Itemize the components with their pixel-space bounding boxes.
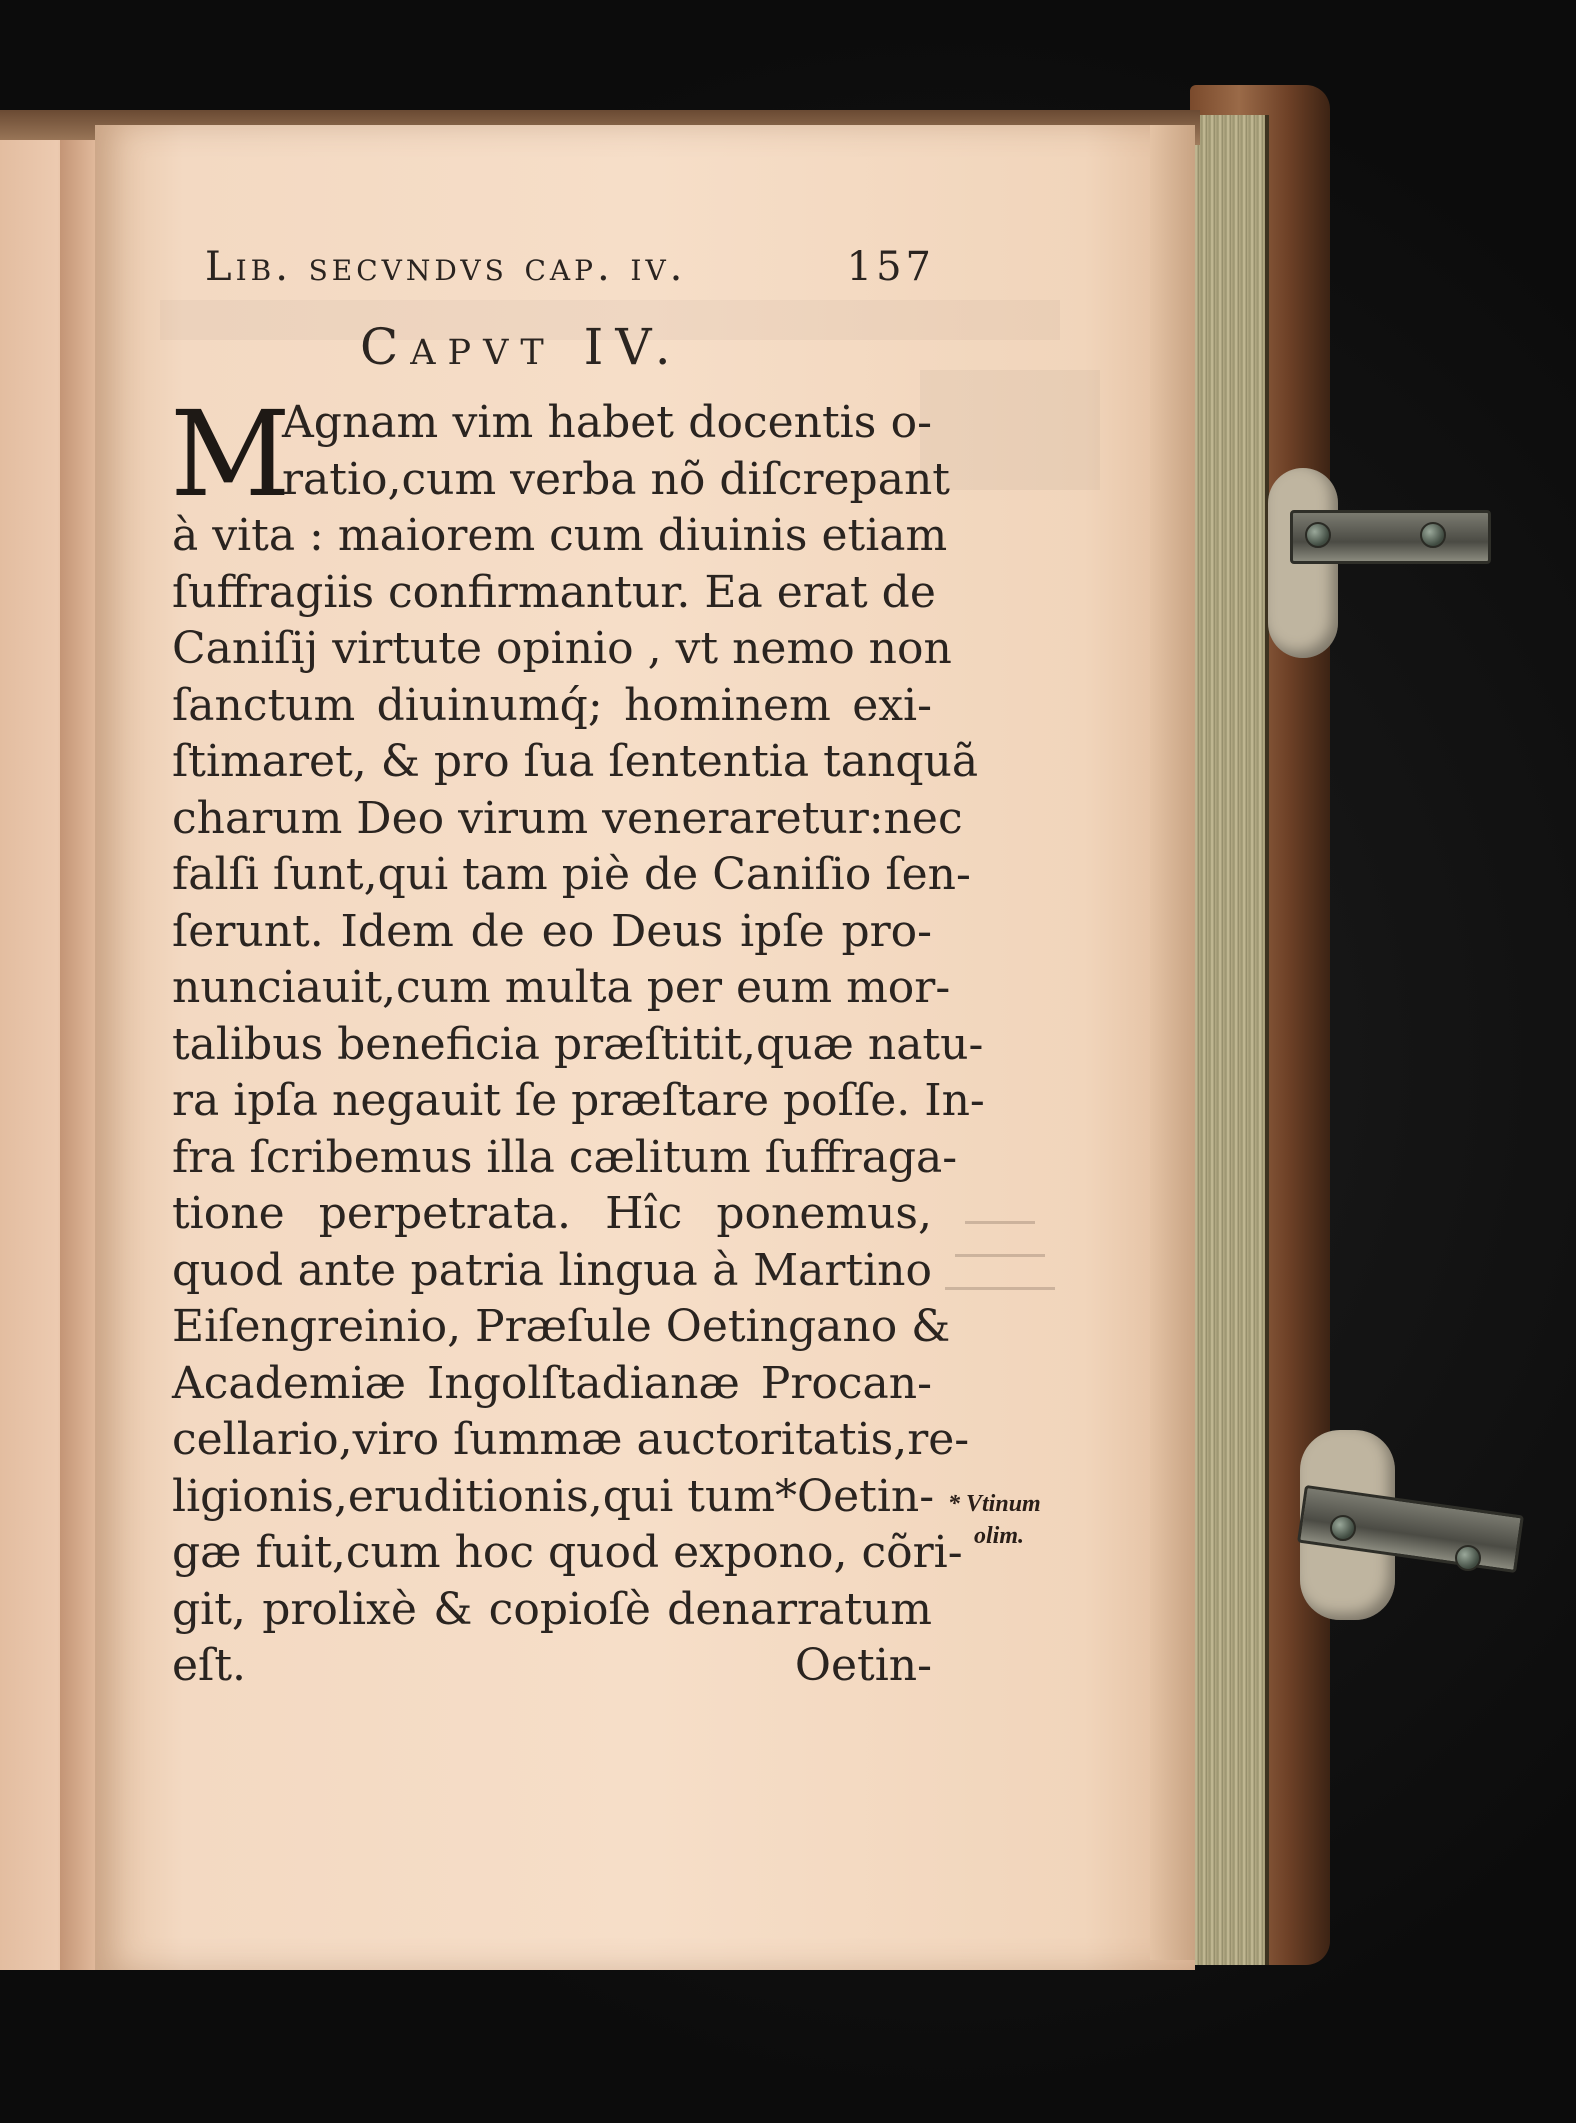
text-line: quod ante patria lingua à Martino xyxy=(172,1244,932,1296)
text-line: Academiæ Ingolſtadianæ Procan- xyxy=(172,1357,932,1409)
text-line: à vita : maiorem cum diuinis etiam xyxy=(172,510,948,561)
faded-stroke xyxy=(965,1221,1035,1224)
margin-note xyxy=(948,1488,1041,1552)
margin-note-line: * Vtinum xyxy=(948,1491,1041,1517)
text-line: ſanctum diuinumq́; hominem exi- xyxy=(172,679,932,731)
text-line: fra ſcribemus illa cælitum ſuffraga- xyxy=(172,1131,958,1183)
text-line: Agnam vim habet docentis o- xyxy=(282,397,932,448)
faded-marginalia xyxy=(945,1205,1055,1290)
text-line: Caniſij virtute opinio , vt nemo non xyxy=(172,623,952,674)
faded-stroke xyxy=(945,1287,1055,1290)
text-line: gæ fuit,cum hoc quod expono, cõri- xyxy=(172,1527,963,1578)
catchword: Oetin- xyxy=(794,1640,932,1691)
text-line: git, prolixè & copioſè denarratum xyxy=(172,1583,932,1635)
text-line-end: eſt. xyxy=(172,1640,246,1691)
text-line: ratio,cum verba nõ diſcrepant xyxy=(282,453,950,505)
text-line: nunciauit,cum multa per eum mor- xyxy=(172,962,951,1013)
text-line: ſtimaret, & pro ſua ſententia tanquã xyxy=(172,736,979,787)
rivet-icon xyxy=(1330,1515,1356,1541)
body-text xyxy=(170,385,985,1695)
running-header xyxy=(205,244,935,304)
text-line: charum Deo virum veneraretur:nec xyxy=(172,792,963,844)
running-title: Lib. secvndvs cap. iv. xyxy=(205,244,687,290)
page-number: 157 xyxy=(846,244,935,290)
text-line: Eiſengreinio, Præſule Oetingano & xyxy=(172,1301,951,1352)
rivet-icon xyxy=(1305,522,1331,548)
text-line: ligionis,eruditionis,qui tum*Oetin- xyxy=(172,1470,935,1522)
text-line: ra ipſa negauit ſe præſtare poſſe. In- xyxy=(172,1075,985,1126)
text-line: talibus beneficia præſtitit,quæ natu- xyxy=(172,1018,984,1070)
text-line: ſuffragiis confirmantur. Ea erat de xyxy=(172,566,936,618)
chapter-title: Capvt IV. xyxy=(360,318,683,376)
rivet-icon xyxy=(1455,1545,1481,1571)
text-line: ſerunt. Idem de eo Deus ipſe pro- xyxy=(172,905,932,957)
rivet-icon xyxy=(1420,522,1446,548)
margin-note-line: olim. xyxy=(974,1523,1025,1549)
drop-cap: M xyxy=(170,385,291,523)
text-line xyxy=(172,1638,932,1695)
text-line: cellario,viro ſummæ auctoritatis,re- xyxy=(172,1414,970,1465)
right-page-edge xyxy=(1150,125,1195,1960)
text-line: falſi ſunt,qui tam piè de Caniſio ſen- xyxy=(172,849,971,900)
faded-stroke xyxy=(955,1254,1045,1257)
text-line: tione perpetrata. Hîc ponemus, xyxy=(172,1188,932,1239)
